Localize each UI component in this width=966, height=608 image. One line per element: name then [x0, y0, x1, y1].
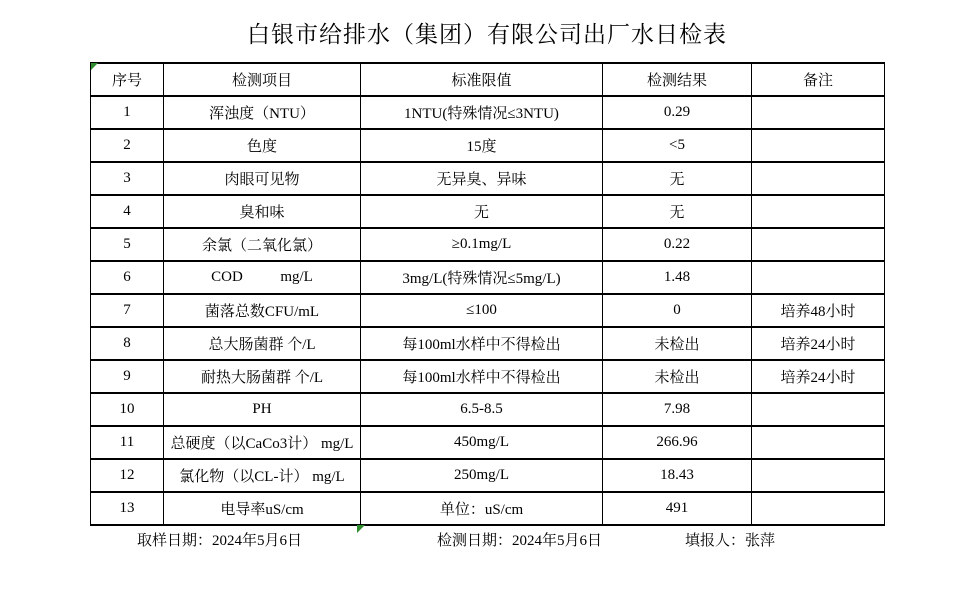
cell-result: 无	[603, 195, 752, 228]
table-row	[91, 327, 885, 360]
table-row	[91, 96, 885, 129]
cell-item: 色度	[164, 129, 361, 162]
cell-standard-limit: 450mg/L	[361, 426, 603, 459]
cell-standard-limit: ≤100	[361, 294, 603, 327]
cell-index: 6	[91, 261, 164, 294]
cell-remark: 培养24小时	[752, 360, 885, 393]
cell-item: 浑浊度（NTU）	[164, 96, 361, 129]
cell-item: 总硬度（以CaCo3计） mg/L	[164, 426, 361, 459]
cell-index: 3	[91, 162, 164, 195]
cell-standard-limit: 每100ml水样中不得检出	[361, 327, 603, 360]
header-remark: 备注	[752, 63, 885, 96]
cell-remark	[752, 426, 885, 459]
cell-index: 11	[91, 426, 164, 459]
cell-remark	[752, 492, 885, 525]
page-title: 白银市给排水（集团）有限公司出厂水日检表	[247, 22, 727, 47]
cell-result: 未检出	[603, 360, 752, 393]
table-row	[91, 426, 885, 459]
cell-index: 8	[91, 327, 164, 360]
cell-standard-limit: ≥0.1mg/L	[361, 228, 603, 261]
cell-result: 0	[603, 294, 752, 327]
reporter-label: 填报人：张萍	[685, 533, 776, 549]
cell-result: 无	[603, 162, 752, 195]
cell-remark	[752, 162, 885, 195]
cell-index: 12	[91, 459, 164, 492]
cell-item: 肉眼可见物	[164, 162, 361, 195]
cell-result: 未检出	[603, 327, 752, 360]
table-row	[91, 162, 885, 195]
table-row	[91, 261, 885, 294]
cell-standard-limit: 每100ml水样中不得检出	[361, 360, 603, 393]
cell-result: <5	[603, 129, 752, 162]
cell-item: 氯化物（以CL-计） mg/L	[164, 459, 361, 492]
cell-standard-limit: 250mg/L	[361, 459, 603, 492]
cell-result: 0.29	[603, 96, 752, 129]
table-row	[91, 129, 885, 162]
cell-standard-limit: 单位：uS/cm	[361, 492, 603, 525]
table-row	[91, 393, 885, 426]
cell-remark	[752, 129, 885, 162]
cell-item: COD mg/L	[164, 261, 361, 294]
cell-index: 13	[91, 492, 164, 525]
cell-item: 耐热大肠菌群 个/L	[164, 360, 361, 393]
cell-index: 4	[91, 195, 164, 228]
table-row	[91, 294, 885, 327]
cell-remark: 培养48小时	[752, 294, 885, 327]
cell-remark	[752, 195, 885, 228]
cell-standard-limit: 1NTU(特殊情况≤3NTU)	[361, 96, 603, 129]
cell-standard-limit: 无异臭、异味	[361, 162, 603, 195]
cell-item: 电导率uS/cm	[164, 492, 361, 525]
cell-item: 菌落总数CFU/mL	[164, 294, 361, 327]
cell-item: PH	[164, 393, 361, 426]
cell-index: 5	[91, 228, 164, 261]
inspection-table	[90, 62, 885, 526]
cell-remark	[752, 96, 885, 129]
table-row	[91, 195, 885, 228]
header-result: 检测结果	[603, 63, 752, 96]
cell-item: 臭和味	[164, 195, 361, 228]
header-item: 检测项目	[164, 63, 361, 96]
cell-result: 266.96	[603, 426, 752, 459]
cell-remark	[752, 459, 885, 492]
sampling-date-label: 取样日期：2024年5月6日	[137, 533, 303, 549]
footer	[90, 529, 884, 551]
cell-standard-limit: 6.5-8.5	[361, 393, 603, 426]
table-header-row	[91, 63, 885, 96]
cell-item: 余氯（二氧化氯）	[164, 228, 361, 261]
cell-result: 0.22	[603, 228, 752, 261]
cell-index: 2	[91, 129, 164, 162]
cell-result: 7.98	[603, 393, 752, 426]
test-date-label: 检测日期：2024年5月6日	[437, 533, 603, 549]
cell-index: 10	[91, 393, 164, 426]
table-row	[91, 228, 885, 261]
cell-remark	[752, 393, 885, 426]
cell-standard-limit: 3mg/L(特殊情况≤5mg/L)	[361, 261, 603, 294]
cell-remark: 培养24小时	[752, 327, 885, 360]
cell-remark	[752, 228, 885, 261]
cell-item: 总大肠菌群 个/L	[164, 327, 361, 360]
cell-index: 7	[91, 294, 164, 327]
green-triangle-icon	[91, 63, 98, 70]
cell-standard-limit: 无	[361, 195, 603, 228]
cell-standard-limit: 15度	[361, 129, 603, 162]
table-row	[91, 360, 885, 393]
cell-result: 18.43	[603, 459, 752, 492]
cell-result: 1.48	[603, 261, 752, 294]
header-standard-limit: 标准限值	[361, 63, 603, 96]
table-row	[91, 459, 885, 492]
table-row	[91, 492, 885, 525]
cell-index: 9	[91, 360, 164, 393]
cell-result: 491	[603, 492, 752, 525]
cell-remark	[752, 261, 885, 294]
header-index: 序号	[91, 63, 164, 96]
cell-index: 1	[91, 96, 164, 129]
